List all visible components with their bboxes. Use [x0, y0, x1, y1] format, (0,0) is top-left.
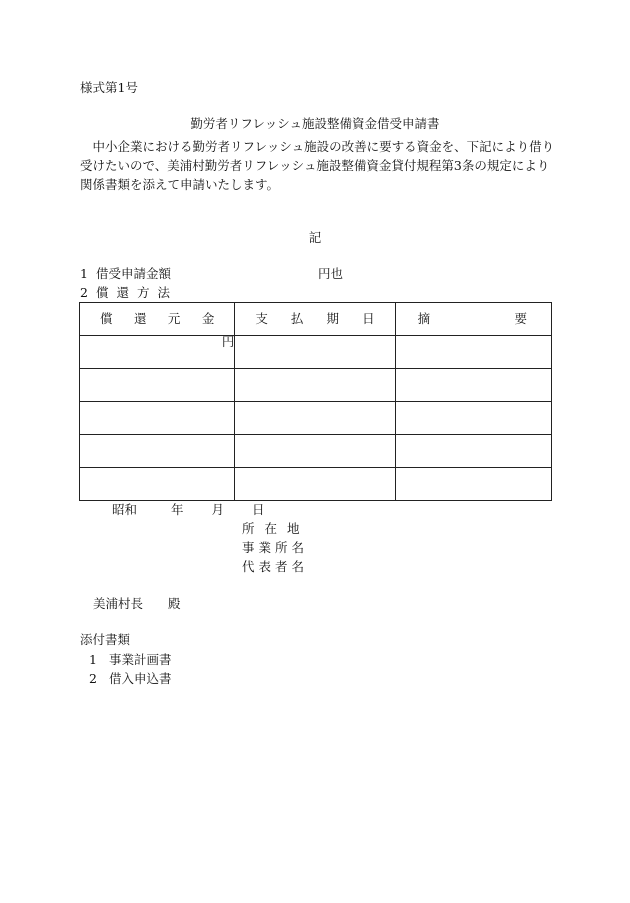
table-row — [80, 336, 552, 369]
date-year: 年 — [171, 502, 184, 517]
date-month: 月 — [211, 502, 225, 517]
payment-date-cell[interactable] — [235, 435, 395, 468]
remarks-cell[interactable] — [395, 468, 551, 501]
ki-heading: 記 — [308, 230, 322, 245]
attachments-title: 添付書類 — [80, 632, 131, 647]
attachment-number: 2 — [89, 671, 97, 686]
payment-date-cell[interactable] — [235, 369, 395, 402]
attachment-label: 事業計画書 — [109, 652, 172, 667]
header-remarks-char: 要 — [514, 310, 527, 326]
header-date-char: 期 — [326, 310, 340, 326]
header-principal — [80, 303, 235, 336]
payment-date-cell[interactable] — [235, 402, 395, 435]
application-date — [112, 504, 265, 517]
header-date-char: 日 — [362, 310, 375, 326]
attachment-number: 1 — [89, 652, 97, 667]
header-payment-date — [235, 303, 395, 336]
header-date-char: 支 — [255, 310, 268, 326]
header-date-char: 払 — [290, 310, 304, 326]
attachment-label: 借入申込書 — [109, 671, 172, 686]
payment-date-cell[interactable] — [235, 468, 395, 501]
header-principal-char: 元 — [167, 310, 181, 326]
principal-cell[interactable] — [80, 468, 235, 501]
principal-cell[interactable] — [80, 435, 235, 468]
recipient: 美浦村長 殿 — [93, 596, 181, 611]
header-remarks — [395, 303, 551, 336]
table-row — [80, 468, 552, 501]
table-header-row — [80, 303, 552, 336]
remarks-cell[interactable] — [395, 435, 551, 468]
applicant-representative-label: 代表者名 — [242, 559, 309, 574]
item-number-2: 2 — [80, 285, 88, 300]
yen-unit: 円 — [221, 334, 235, 349]
repayment-table — [79, 302, 552, 501]
date-era: 昭和 — [112, 502, 138, 517]
header-remarks-char: 摘 — [417, 310, 431, 326]
remarks-cell[interactable] — [395, 336, 551, 369]
attachment-item — [89, 654, 172, 667]
item-number-1: 1 — [80, 266, 88, 281]
applicant-office-name-label: 事業所名 — [242, 540, 309, 555]
remarks-cell[interactable] — [395, 369, 551, 402]
applicant-address-label: 所在地 — [242, 521, 310, 536]
loan-amount-label: 借受申請金額 — [96, 266, 172, 281]
remarks-cell[interactable] — [395, 402, 551, 435]
loan-amount-unit: 円也 — [318, 266, 344, 281]
form-number: 様式第1号 — [80, 80, 138, 95]
principal-cell[interactable] — [80, 402, 235, 435]
header-principal-char: 還 — [133, 310, 147, 326]
principal-cell[interactable] — [80, 369, 235, 402]
table-row — [80, 402, 552, 435]
document-title: 勤労者リフレッシュ施設整備資金借受申請書 — [190, 116, 440, 131]
table-row — [80, 369, 552, 402]
header-principal-char: 金 — [201, 310, 215, 326]
date-day: 日 — [252, 502, 265, 517]
table-row — [80, 435, 552, 468]
application-statement: 中小企業における勤労者リフレッシュ施設の改善に要する資金を、下記により借り受けたいので、美浦村勤労者リフレッシュ施設整備資金貸付規程第3条の規定により関係書類を添えて申請いたします。 — [80, 139, 555, 192]
principal-cell[interactable] — [80, 336, 235, 369]
repayment-method-label: 償還方法 — [96, 285, 179, 300]
header-principal-char: 償 — [100, 310, 113, 326]
payment-date-cell[interactable] — [235, 336, 395, 369]
attachment-item — [89, 673, 172, 686]
